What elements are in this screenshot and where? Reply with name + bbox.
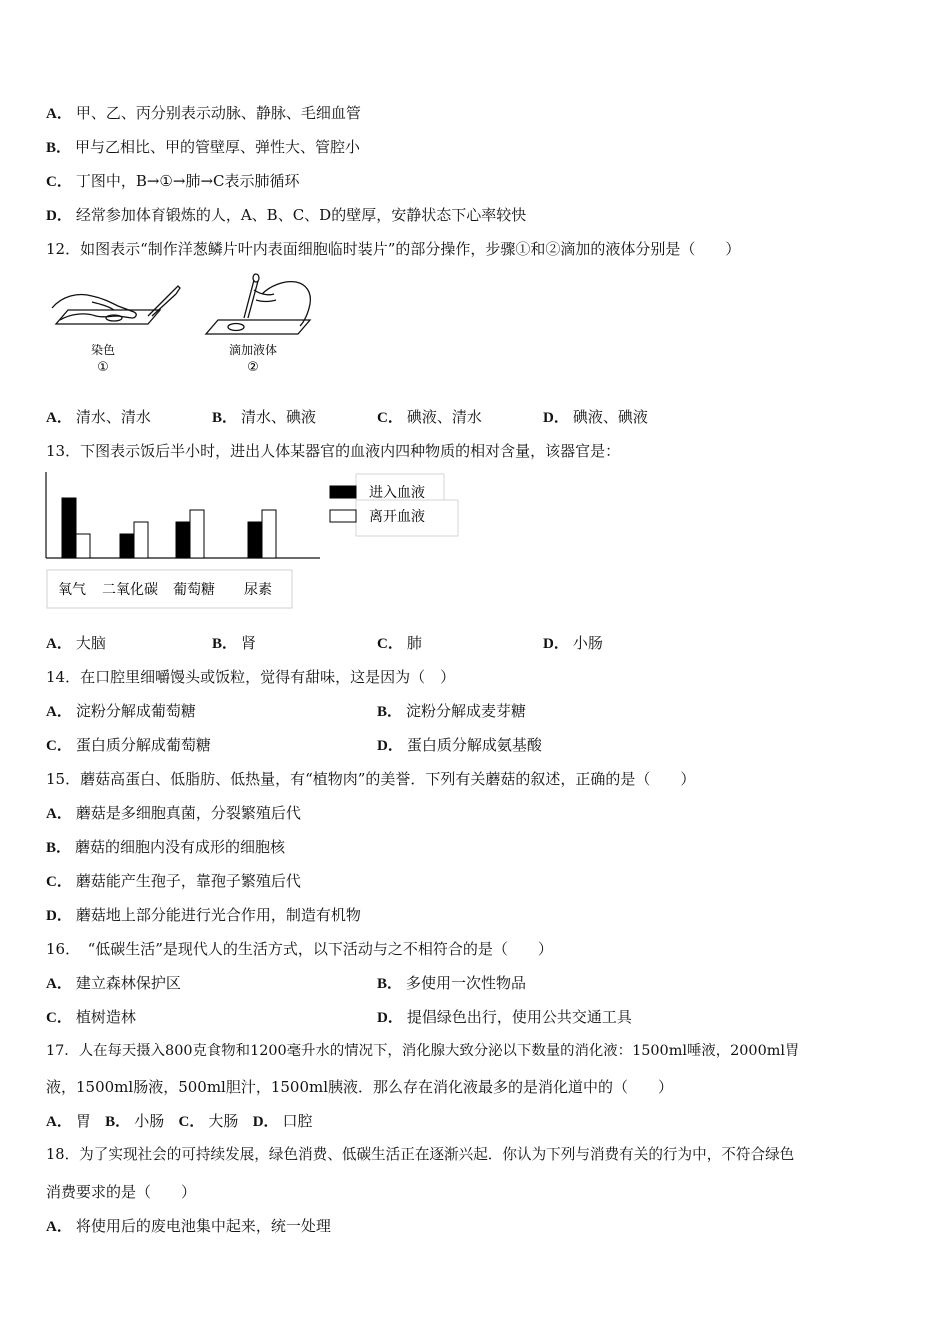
option-text: 蘑菇是多细胞真菌，分裂繁殖后代 xyxy=(75,804,301,822)
option-label: C． xyxy=(46,1010,72,1026)
option-text: 建立森林保护区 xyxy=(75,974,181,992)
q16-option-d xyxy=(377,1007,632,1028)
option-text: 甲与乙相比、甲的管壁厚、弹性大、管腔小 xyxy=(75,138,361,156)
option-text: 大肠 xyxy=(208,1112,239,1130)
q13-option-c xyxy=(377,633,422,654)
option-label: C． xyxy=(377,410,403,426)
bar-enter-1 xyxy=(120,534,134,558)
bar-enter-2 xyxy=(176,522,190,558)
q17-options xyxy=(46,1111,313,1132)
option-text: 植树造林 xyxy=(75,1008,136,1026)
staining-illustration xyxy=(52,286,180,324)
q11-option-b xyxy=(46,137,360,158)
q17-stem-line-1: 17．人在每天摄入800克食物和1200毫升水的情况下，消化腺大致分泌以下数量的消化液：1500ml唾液，2000ml胃 xyxy=(46,1043,800,1059)
option-label: D． xyxy=(377,738,403,754)
option-label: B． xyxy=(212,410,238,426)
q12-option-c xyxy=(377,407,482,428)
option-label: C． xyxy=(46,874,72,890)
q11-option-a xyxy=(46,103,361,124)
option-label: D． xyxy=(252,1114,279,1130)
option-label: B． xyxy=(377,704,403,720)
option-text: 胃 xyxy=(75,1112,91,1130)
option-label: D． xyxy=(543,410,569,426)
option-text: 蛋白质分解成葡萄糖 xyxy=(75,736,211,754)
q15-option-a xyxy=(46,803,301,824)
q14-option-c xyxy=(46,735,211,756)
option-label: C． xyxy=(178,1114,205,1130)
option-text: 蘑菇能产生孢子，靠孢子繁殖后代 xyxy=(75,872,301,890)
category-label-3: 尿素 xyxy=(244,582,272,598)
q14-option-a xyxy=(46,701,196,722)
option-label: A． xyxy=(46,1114,72,1130)
q18-option-a xyxy=(46,1216,331,1237)
option-text: 大脑 xyxy=(75,634,106,652)
option-text: 小肠 xyxy=(572,634,603,652)
bar-leave-3 xyxy=(262,510,276,558)
q14-stem: 14．在口腔里细嚼馒头或饭粒，觉得有甜味，这是因为（ ） xyxy=(46,668,456,686)
option-text: 蘑菇地上部分能进行光合作用，制造有机物 xyxy=(75,906,361,924)
q12-option-a xyxy=(46,407,151,428)
option-label: D． xyxy=(46,208,72,224)
drop-liquid-illustration xyxy=(206,274,310,334)
option-label: A． xyxy=(46,976,72,992)
option-text: 淀粉分解成葡萄糖 xyxy=(75,702,196,720)
q11-option-c xyxy=(46,171,300,192)
q15-option-d xyxy=(46,905,361,926)
category-label-0: 氧气 xyxy=(58,582,86,598)
option-text: 将使用后的废电池集中起来，统一处理 xyxy=(75,1217,331,1235)
option-text: 经常参加体育锻炼的人，A、B、C、D的壁厚，安静状态下心率较快 xyxy=(75,206,527,224)
option-text: 口腔 xyxy=(282,1112,313,1130)
legend-label-leave: 离开血液 xyxy=(369,509,425,525)
fig-label-1: 染色 xyxy=(90,343,116,357)
option-label: B． xyxy=(212,636,238,652)
q17-stem-line-2: 液，1500ml肠液，500ml胆汁，1500ml胰液．那么存在消化液最多的是消化道中的（ ） xyxy=(46,1078,674,1096)
option-text: 碘液、清水 xyxy=(406,408,482,426)
option-text: 淀粉分解成麦芽糖 xyxy=(406,702,527,720)
q16-stem: 16． “低碳生活”是现代人的生活方式，以下活动与之不相符合的是（ ） xyxy=(46,940,553,958)
bar-enter-3 xyxy=(248,522,262,558)
option-label: B． xyxy=(377,976,403,992)
q16-option-b xyxy=(377,973,526,994)
option-text: 丁图中，B→①→肺→C表示肺循环 xyxy=(75,172,300,190)
option-label: C． xyxy=(377,636,403,652)
bar-enter-0 xyxy=(62,498,76,558)
q15-stem: 15．蘑菇高蛋白、低脂肪、低热量，有“植物肉”的美誉．下列有关蘑菇的叙述，正确的是（ ） xyxy=(46,770,696,788)
category-label-2: 葡萄糖 xyxy=(173,582,215,598)
q13-option-a xyxy=(46,633,106,654)
category-label-1: 二氧化碳 xyxy=(102,582,158,598)
option-label: A． xyxy=(46,106,72,122)
option-text: 小肠 xyxy=(134,1112,165,1130)
option-text: 碘液、碘液 xyxy=(572,408,648,426)
option-label: A． xyxy=(46,806,72,822)
fig-num-1: ① xyxy=(97,360,109,375)
option-label: C． xyxy=(46,738,72,754)
q12-figure xyxy=(48,272,328,376)
bar-leave-0 xyxy=(76,534,90,558)
q16-option-a xyxy=(46,973,181,994)
option-text: 肺 xyxy=(406,634,422,652)
q16-option-c xyxy=(46,1007,136,1028)
legend-label-enter: 进入血液 xyxy=(369,485,425,501)
option-label: B． xyxy=(46,140,72,156)
option-text: 多使用一次性物品 xyxy=(406,974,527,992)
q15-option-c xyxy=(46,871,301,892)
option-text: 蛋白质分解成氨基酸 xyxy=(406,736,542,754)
option-label: A． xyxy=(46,636,72,652)
q14-option-b xyxy=(377,701,526,722)
fig-num-2: ② xyxy=(247,360,259,375)
legend-swatch-leave xyxy=(330,510,356,522)
q11-option-d xyxy=(46,205,526,226)
q12-option-d xyxy=(543,407,648,428)
q18-stem-line-1: 18．为了实现社会的可持续发展，绿色消费、低碳生活正在逐渐兴起．你认为下列与消费有关的行为中，不符合绿色 xyxy=(46,1146,795,1163)
q18-stem-line-2: 消费要求的是（ ） xyxy=(46,1183,197,1201)
q13-option-b xyxy=(212,633,256,654)
option-label: A． xyxy=(46,704,72,720)
option-label: B． xyxy=(46,840,72,856)
q14-option-d xyxy=(377,735,542,756)
option-label: D． xyxy=(377,1010,403,1026)
q13-option-d xyxy=(543,633,603,654)
q13-bar-chart xyxy=(40,468,470,610)
fig-label-2: 滴加液体 xyxy=(228,343,278,357)
option-label: A． xyxy=(46,1219,72,1235)
option-label: D． xyxy=(543,636,569,652)
bar-leave-1 xyxy=(134,522,148,558)
option-label: B． xyxy=(105,1114,131,1130)
option-label: A． xyxy=(46,410,72,426)
option-text: 提倡绿色出行，使用公共交通工具 xyxy=(406,1008,632,1026)
option-text: 甲、乙、丙分别表示动脉、静脉、毛细血管 xyxy=(75,104,361,122)
q12-stem: 12．如图表示“制作洋葱鳞片叶内表面细胞临时装片”的部分操作，步骤①和②滴加的液体分别是（ ） xyxy=(46,240,741,258)
legend-swatch-enter xyxy=(330,486,356,498)
option-label: D． xyxy=(46,908,72,924)
option-text: 肾 xyxy=(241,634,257,652)
option-label: C． xyxy=(46,174,72,190)
q13-stem: 13．下图表示饭后半小时，进出人体某器官的血液内四种物质的相对含量，该器官是： xyxy=(46,442,621,460)
option-text: 清水、碘液 xyxy=(241,408,317,426)
q12-option-b xyxy=(212,407,316,428)
q15-option-b xyxy=(46,837,285,858)
bar-leave-2 xyxy=(190,510,204,558)
option-text: 蘑菇的细胞内没有成形的细胞核 xyxy=(75,838,286,856)
option-text: 清水、清水 xyxy=(75,408,151,426)
